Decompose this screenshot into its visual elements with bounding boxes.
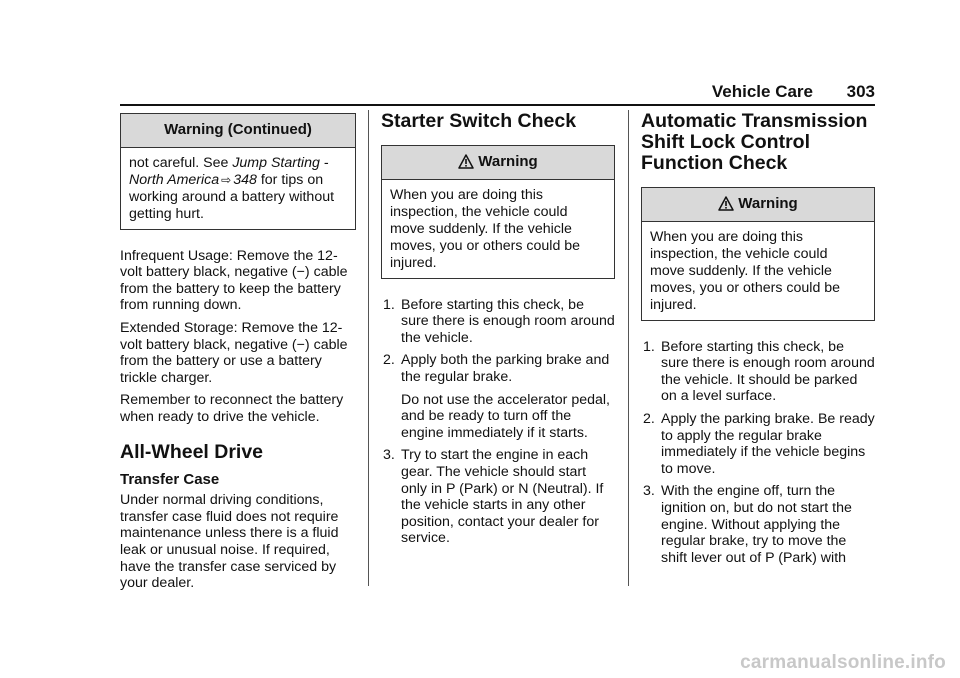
column-divider (628, 110, 629, 586)
steps-list (381, 297, 615, 547)
step-number: 1. (643, 338, 655, 355)
list-item (641, 483, 875, 566)
warning-box (641, 187, 875, 321)
step-number: 3. (383, 447, 395, 464)
warning-title: Warning (478, 153, 538, 170)
step-text: Before starting this check, be sure there is enough room around the vehicle. It should be parked on a level surface. (661, 338, 875, 405)
step-number: 2. (643, 410, 655, 427)
page-header (120, 82, 875, 106)
warning-body (121, 148, 355, 229)
column-left (120, 113, 356, 598)
warning-title: Warning (738, 195, 798, 212)
page-ref-number[interactable]: 348 (233, 171, 257, 188)
step-text: Apply the parking brake. Be ready to apply the regular brake immediately if the vehicle begins to move. (661, 410, 875, 477)
step-text: Try to start the engine in each gear. The vehicle should start only in P (Park) or N (Neutral). If the vehicle starts in any other position, contact your dealer for service. (401, 447, 604, 547)
step-note: Do not use the accelerator pedal, and be ready to turn off the engine immediately if it starts. (401, 391, 611, 441)
list-item (641, 339, 875, 405)
subsection-heading: Transfer Case (120, 470, 220, 488)
paragraph: Remember to reconnect the battery when ready to drive the vehicle. (120, 392, 344, 425)
warning-text: not careful. See (129, 154, 233, 171)
step-number: 2. (383, 352, 395, 369)
watermark: carmanualsonline.info (740, 652, 946, 673)
list-item (381, 297, 615, 347)
list-item (381, 447, 615, 547)
paragraph: Infrequent Usage: Remove the 12-volt battery black, negative (−) cable from the battery to keep the battery from running down. (120, 247, 348, 314)
steps-list (641, 339, 875, 567)
section-heading: All-Wheel Drive (120, 440, 264, 463)
page-number: 303 (846, 82, 875, 101)
column-divider (368, 110, 369, 586)
step-text: Before starting this check, be sure there is enough room around the vehicle. (401, 296, 615, 346)
step-text: With the engine off, turn the ignition on, but do not start the engine. Without applying the regular brake, try to move the shift lever out of P (Park) with (661, 483, 852, 566)
warning-box (381, 145, 615, 279)
paragraph: Extended Storage: Remove the 12-volt battery black, negative (−) cable from the battery or use a battery trickle charger. (120, 319, 348, 386)
warning-triangle-icon (718, 196, 734, 211)
step-text: Apply both the parking brake and the regular brake. (401, 352, 610, 385)
list-item (381, 352, 615, 441)
warning-title: Warning (Continued) (121, 114, 355, 148)
column-right (641, 110, 875, 572)
section-title: Vehicle Care (711, 82, 813, 101)
warning-text-end: for tips on working around a battery without getting hurt. (129, 171, 335, 222)
list-item (641, 411, 875, 477)
warning-header (642, 188, 874, 222)
step-number: 1. (383, 296, 395, 313)
warning-body: When you are doing this inspection, the vehicle could move suddenly. If the vehicle moves, you or others could be injured. (650, 228, 841, 313)
warning-body: When you are doing this inspection, the vehicle could move suddenly. If the vehicle moves, you or others could be injured. (390, 186, 581, 271)
warning-triangle-icon (458, 154, 474, 169)
jump-starting-link[interactable]: Jump Starting - North America (129, 154, 329, 188)
column-middle (381, 110, 615, 553)
step-number: 3. (643, 483, 655, 500)
warning-header (382, 146, 614, 180)
section-heading: Automatic Transmission Shift Lock Control Function Check (641, 110, 868, 174)
paragraph: Under normal driving conditions, transfer case fluid does not require maintenance unless there is a fluid leak or unusual noise. If required, have the transfer case serviced by your dealer. (120, 492, 339, 592)
warning-box-continued (120, 113, 356, 230)
page-reference-icon: ⇨ (221, 172, 232, 187)
section-heading: Starter Switch Check (381, 110, 577, 132)
